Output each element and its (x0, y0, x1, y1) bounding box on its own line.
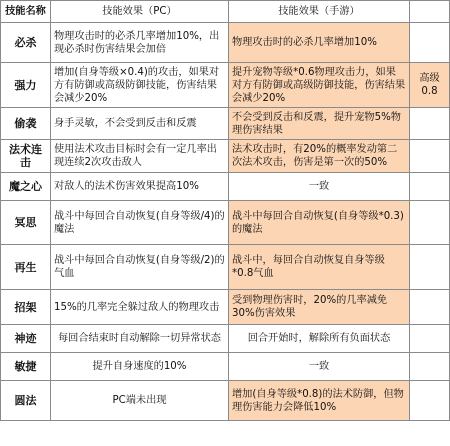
mobile-effect: 战斗中，每回合自动恢复自身等级*0.8气血 (229, 245, 410, 290)
pc-effect: PC端未出现 (51, 381, 229, 421)
table-row (1, 201, 450, 245)
table-row (1, 140, 450, 173)
table-row (1, 290, 450, 325)
table-body (1, 23, 450, 421)
mobile-effect: 受到物理伤害时，20%的几率减免30%伤害效果 (229, 290, 410, 325)
skill-name: 必杀 (1, 23, 51, 63)
skill-name: 神迹 (1, 325, 51, 353)
mobile-effect: 提升宠物等级*0.6物理攻击力，如果对方有防御或高级防御技能，伤害结果会减少20% (229, 63, 410, 108)
pc-effect: 每回合结束时自动解除一切异常状态 (51, 325, 229, 353)
skill-name: 强力 (1, 63, 51, 108)
pc-effect: 15%的几率完全躲过敌人的物理攻击 (51, 290, 229, 325)
extra-note (410, 245, 450, 290)
extra-note (410, 353, 450, 381)
pc-effect: 物理攻击时的必杀几率增加10%，出现必杀时伤害结果会加倍 (51, 23, 229, 63)
table-row (1, 108, 450, 140)
skill-name: 偷袭 (1, 108, 51, 140)
mobile-effect: 法术攻击时，有20%的概率发动第二次法术攻击，伤害是第一次的50% (229, 140, 410, 173)
mobile-effect: 不会受到反击和反震，提升宠物5%物理伤害结果 (229, 108, 410, 140)
pc-effect: 提升自身速度的10% (51, 353, 229, 381)
extra-note: 高级0.8 (410, 63, 450, 108)
table-row (1, 173, 450, 201)
skill-name: 法术连击 (1, 140, 51, 173)
header-extra (410, 1, 450, 23)
mobile-effect: 一致 (229, 173, 410, 201)
pc-effect: 战斗中每回合自动恢复(自身等级/2)的气血 (51, 245, 229, 290)
mobile-effect: 增加(自身等级*0.8)的法术防御，但物理伤害能力会降低10% (229, 381, 410, 421)
skill-name: 魔之心 (1, 173, 51, 201)
pc-effect: 对敌人的法术伤害效果提高10% (51, 173, 229, 201)
extra-note (410, 140, 450, 173)
table-row (1, 381, 450, 421)
table-row (1, 23, 450, 63)
extra-note (410, 23, 450, 63)
skill-name: 圆法 (1, 381, 51, 421)
skill-name: 再生 (1, 245, 51, 290)
extra-note (410, 108, 450, 140)
extra-note (410, 290, 450, 325)
pc-effect: 增加(自身等级×0.4)的攻击，如果对方有防御或高级防御技能，伤害结果会减少20% (51, 63, 229, 108)
skill-name: 招架 (1, 290, 51, 325)
header-mobile-effect: 技能效果（手游） (229, 1, 410, 23)
mobile-effect: 物理攻击时的必杀几率增加10% (229, 23, 410, 63)
table-row (1, 245, 450, 290)
skill-name: 敏捷 (1, 353, 51, 381)
extra-note (410, 173, 450, 201)
mobile-effect: 一致 (229, 353, 410, 381)
table-row (1, 353, 450, 381)
extra-note (410, 381, 450, 421)
table-row (1, 325, 450, 353)
mobile-effect: 战斗中每回合自动恢复(自身等级*0.3)的魔法 (229, 201, 410, 245)
mobile-effect: 回合开始时，解除所有负面状态 (229, 325, 410, 353)
pc-effect: 战斗中每回合自动恢复(自身等级/4)的魔法 (51, 201, 229, 245)
header-skill-name: 技能名称 (1, 1, 51, 23)
extra-note (410, 325, 450, 353)
skill-name: 冥思 (1, 201, 51, 245)
table-row (1, 63, 450, 108)
extra-note (410, 201, 450, 245)
pc-effect: 身手灵敏，不会受到反击和反震 (51, 108, 229, 140)
table-header-row (1, 1, 450, 23)
pc-effect: 使用法术攻击目标时会有一定几率出现连续2次攻击敌人 (51, 140, 229, 173)
header-pc-effect: 技能效果（PC） (51, 1, 229, 23)
